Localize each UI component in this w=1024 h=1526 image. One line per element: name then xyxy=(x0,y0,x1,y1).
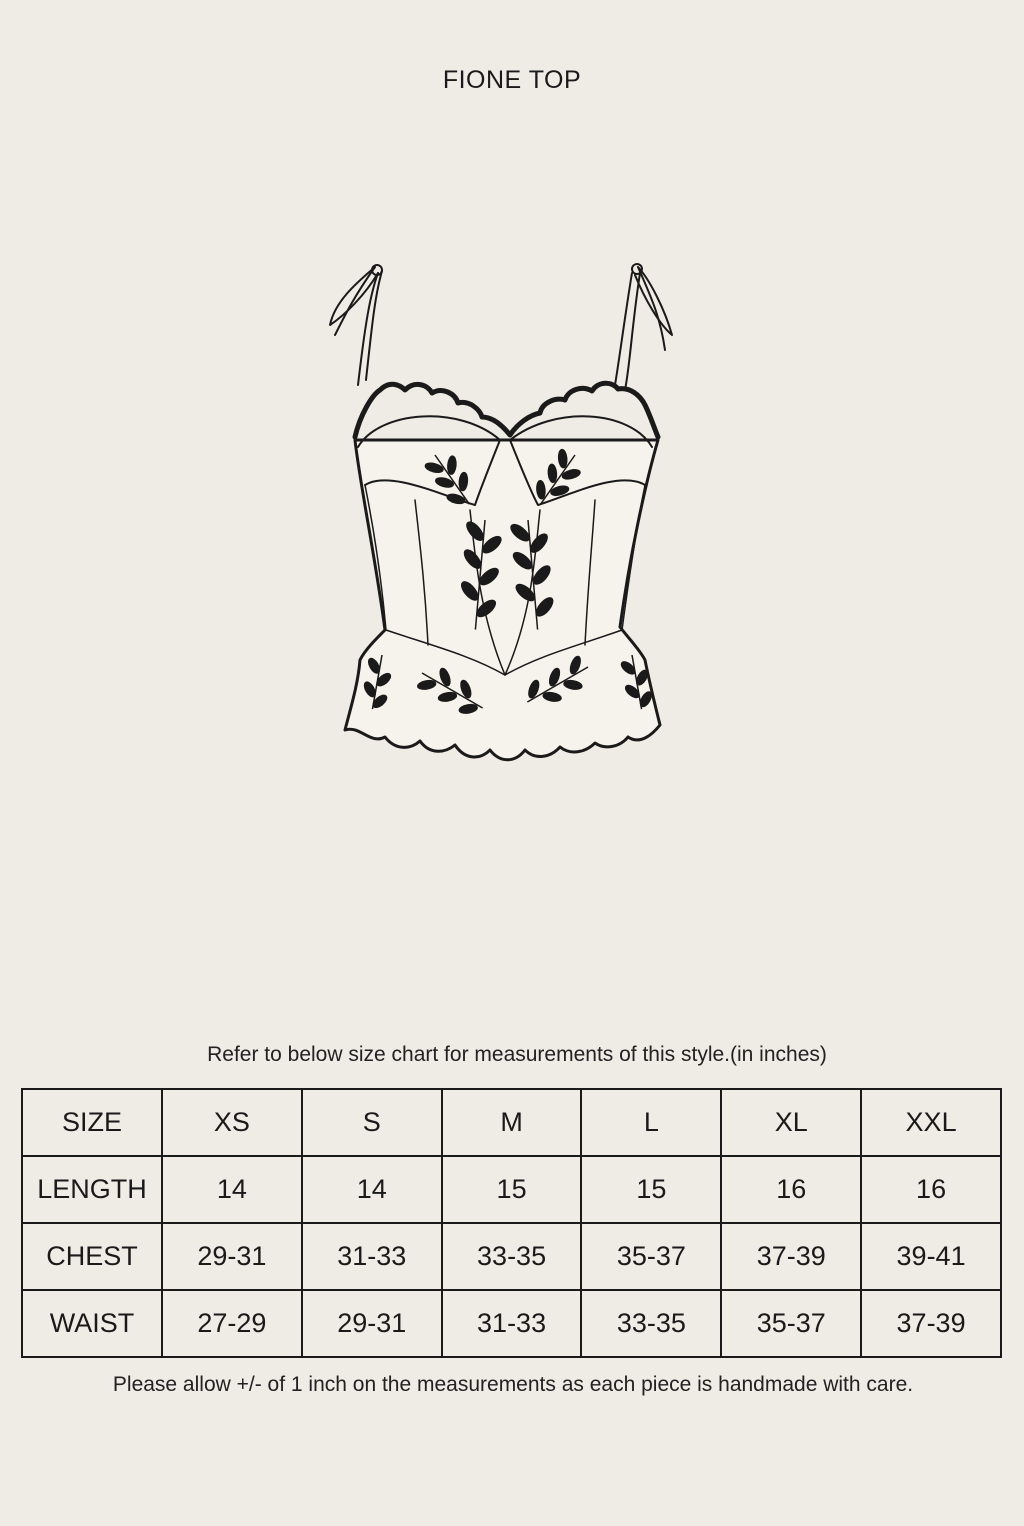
table-cell: 35-37 xyxy=(581,1223,721,1290)
left-strap-tie xyxy=(330,265,382,385)
measurement-note: Please allow +/- of 1 inch on the measurements as each piece is handmade with care. xyxy=(112,1373,914,1396)
table-cell: 29-31 xyxy=(302,1290,442,1357)
table-row xyxy=(22,1223,1001,1290)
table-cell: 29-31 xyxy=(162,1223,302,1290)
table-row xyxy=(22,1156,1001,1223)
table-cell: 27-29 xyxy=(162,1290,302,1357)
header-cell: XL xyxy=(721,1089,861,1156)
page-title: FIONE TOP xyxy=(442,66,582,94)
header-cell: L xyxy=(581,1089,721,1156)
table-cell: 16 xyxy=(721,1156,861,1223)
table-cell: 31-33 xyxy=(302,1223,442,1290)
right-strap-tie xyxy=(615,264,672,390)
table-cell: 14 xyxy=(162,1156,302,1223)
row-label: CHEST xyxy=(22,1223,162,1290)
top-scallop-edge xyxy=(355,383,658,437)
header-cell: SIZE xyxy=(22,1089,162,1156)
table-cell: 33-35 xyxy=(442,1223,582,1290)
row-label: WAIST xyxy=(22,1290,162,1357)
table-cell: 14 xyxy=(302,1156,442,1223)
header-cell: XS xyxy=(162,1089,302,1156)
table-cell: 35-37 xyxy=(721,1290,861,1357)
table-cell: 15 xyxy=(581,1156,721,1223)
table-header-row xyxy=(22,1089,1001,1156)
table-cell: 31-33 xyxy=(442,1290,582,1357)
table-row xyxy=(22,1290,1001,1357)
table-cell: 16 xyxy=(861,1156,1001,1223)
size-chart-caption: Refer to below size chart for measurements of this style.(in inches) xyxy=(207,1043,827,1066)
header-cell: XXL xyxy=(861,1089,1001,1156)
size-chart-table xyxy=(21,1088,1002,1358)
bodice-outline xyxy=(345,440,660,760)
table-cell: 33-35 xyxy=(581,1290,721,1357)
table-cell: 37-39 xyxy=(861,1290,1001,1357)
header-cell: M xyxy=(442,1089,582,1156)
header-cell: S xyxy=(302,1089,442,1156)
table-cell: 15 xyxy=(442,1156,582,1223)
row-label: LENGTH xyxy=(22,1156,162,1223)
table-cell: 37-39 xyxy=(721,1223,861,1290)
table-cell: 39-41 xyxy=(861,1223,1001,1290)
corset-top-illustration xyxy=(320,255,690,775)
